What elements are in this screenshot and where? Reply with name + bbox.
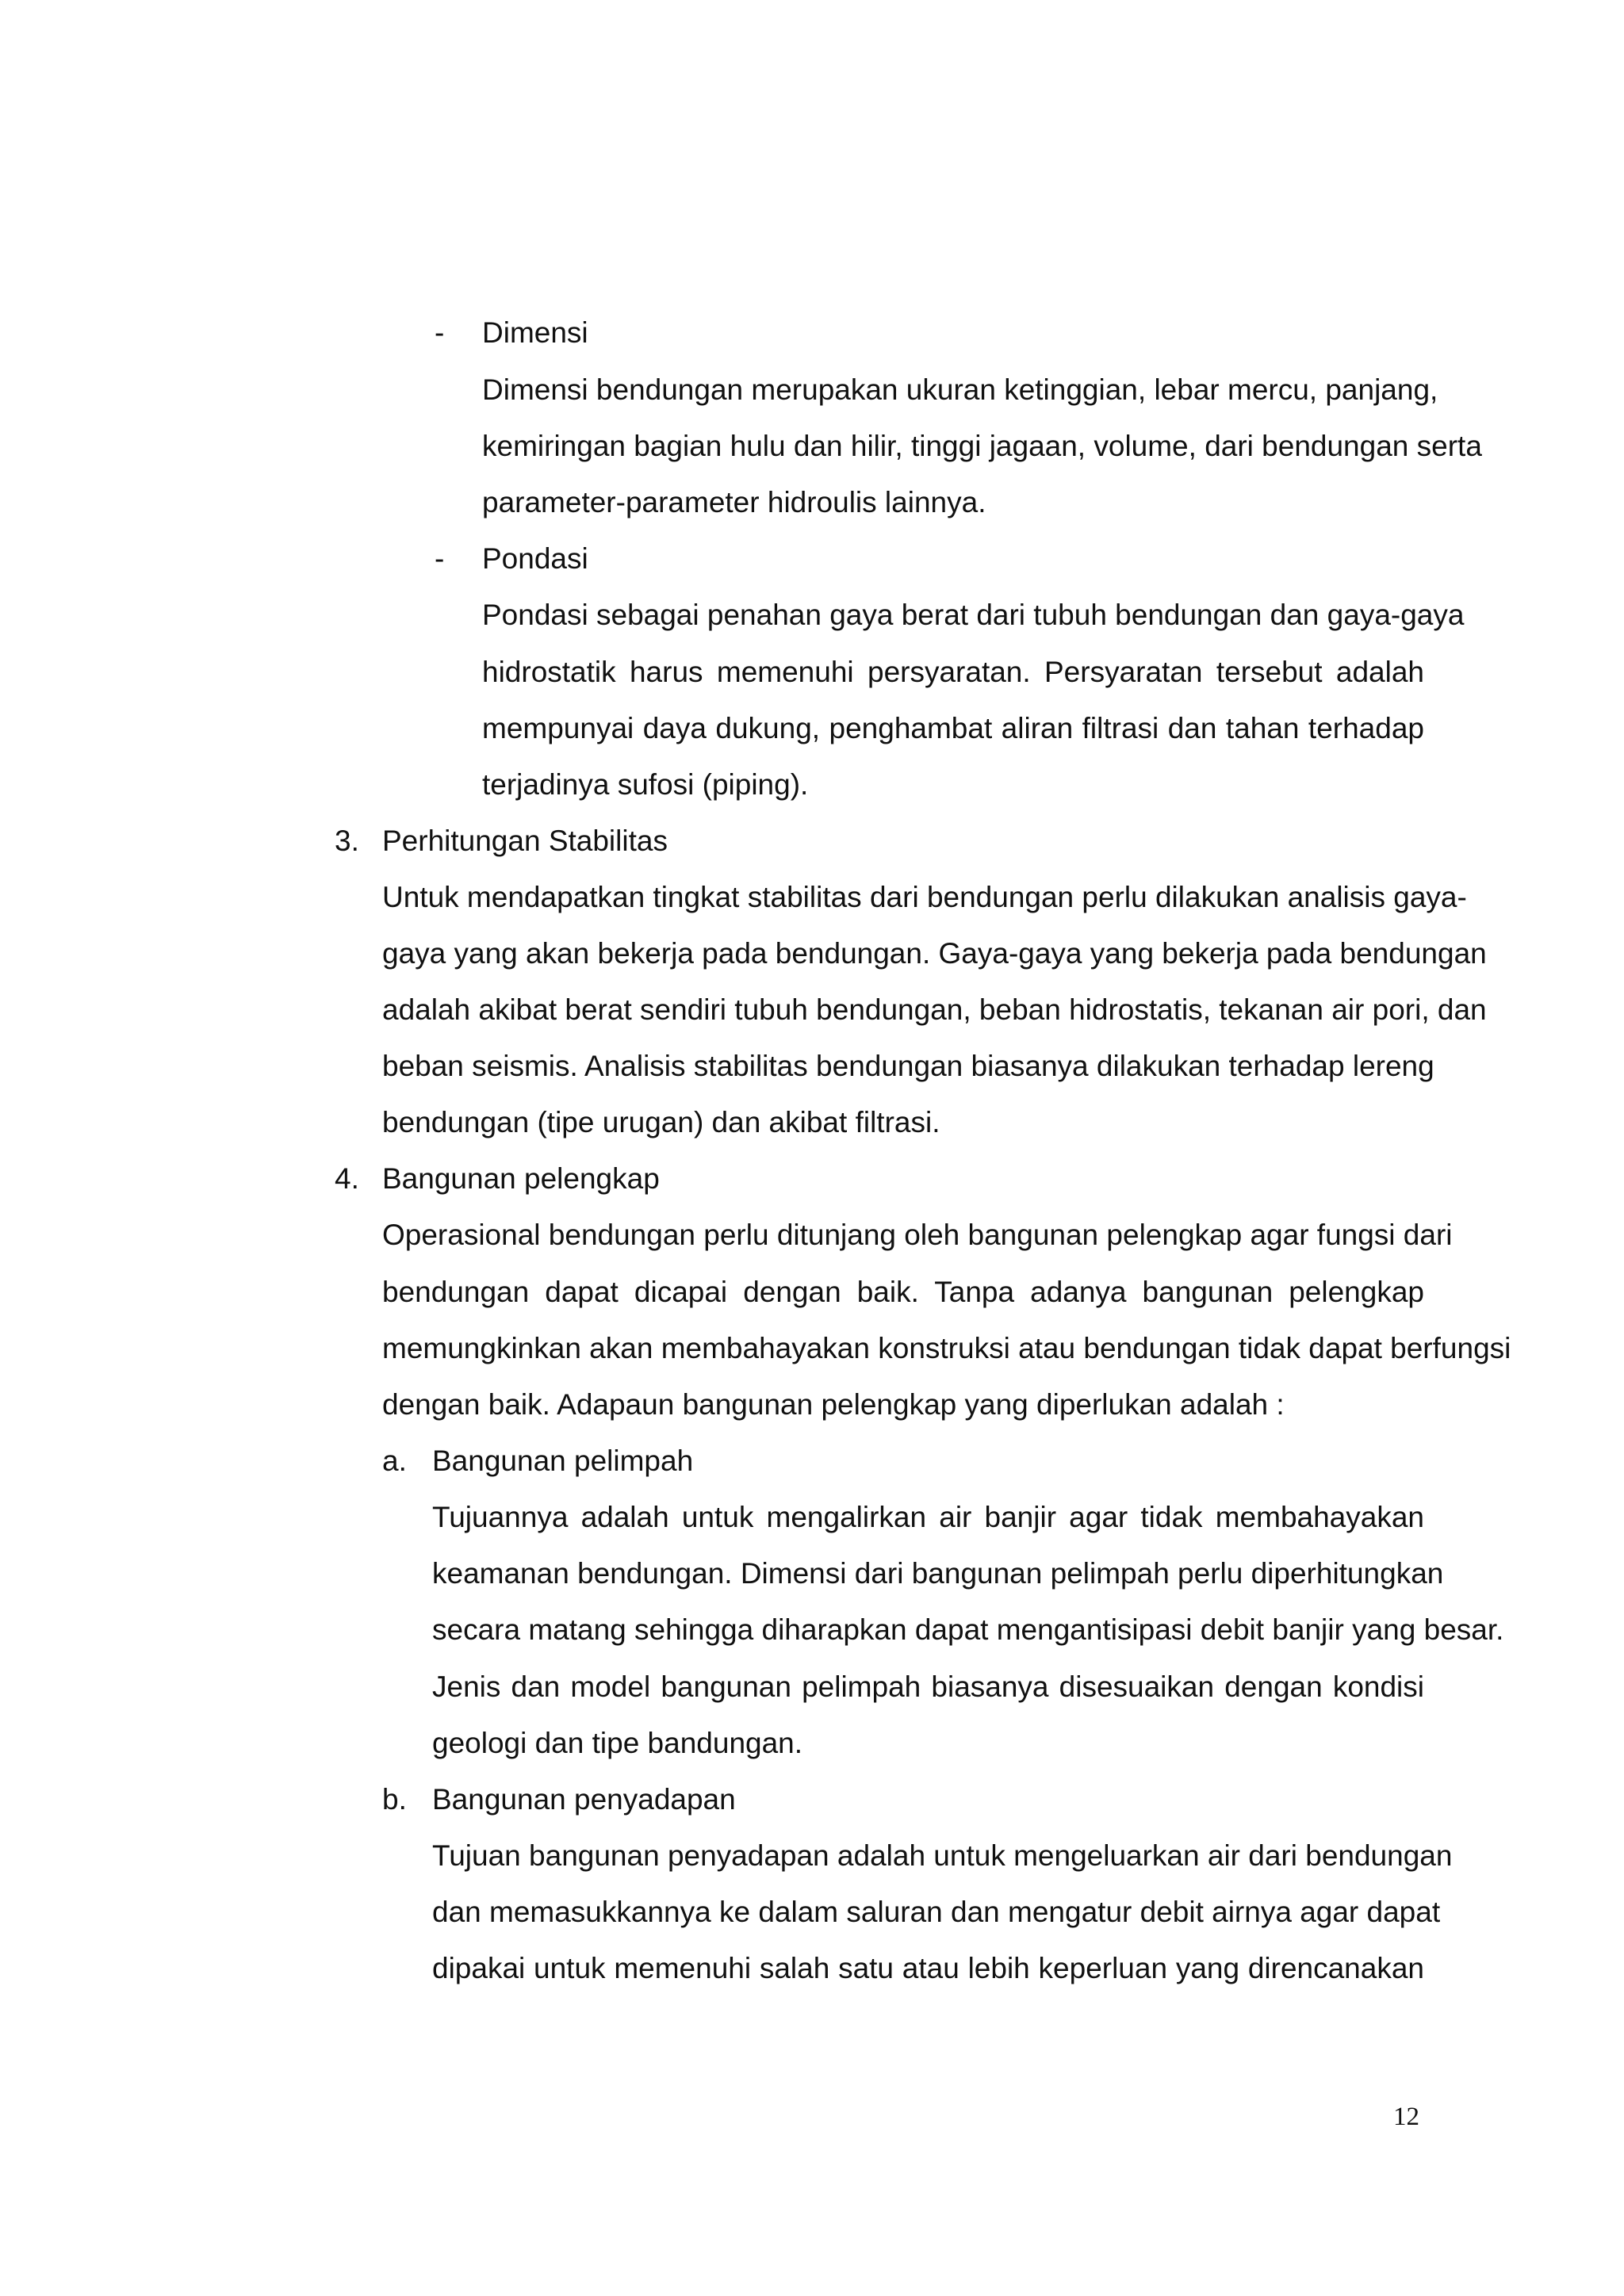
item-a-line-3: secara matang sehingga diharapkan dapat mengantisipasi debit banjir yang besar. [432,1613,1504,1646]
pondasi-line-2: hidrostatik harus memenuhi persyaratan. Persyaratan tersebut adalah [482,656,1424,688]
dimensi-line-2: kemiringan bagian hulu dan hilir, tinggi jagaan, volume, dari bendungan serta [482,430,1482,462]
item-b-line-1: Tujuan bangunan penyadapan adalah untuk mengeluarkan air dari bendungan [432,1839,1453,1872]
dimensi-heading: Dimensi [482,316,588,349]
pondasi-line-4: terjadinya sufosi (piping). [482,768,809,801]
section-4-heading: Bangunan pelengkap [382,1162,660,1195]
section-4-line-3: memungkinkan akan membahayakan konstruksi atau bendungan tidak dapat berfungsi [382,1332,1511,1364]
page-number: 12 [1393,2103,1419,2131]
pondasi-dash: - [435,542,445,575]
section-3-line-4: beban seismis. Analisis stabilitas bendungan biasanya dilakukan terhadap lereng [382,1050,1434,1082]
dimensi-line-3: parameter-parameter hidroulis lainnya. [482,486,986,519]
section-4-line-2: bendungan dapat dicapai dengan baik. Tanpa adanya bangunan pelengkap [382,1276,1424,1308]
item-a-line-1: Tujuannya adalah untuk mengalirkan air banjir agar tidak membahayakan [432,1501,1424,1533]
item-a-heading: Bangunan pelimpah [432,1445,694,1477]
pondasi-line-3: mempunyai daya dukung, penghambat aliran filtrasi dan tahan terhadap [482,712,1424,744]
section-4-line-1: Operasional bendungan perlu ditunjang oleh bangunan pelengkap agar fungsi dari [382,1219,1453,1251]
section-4-number: 4. [335,1162,359,1195]
item-b-line-2: dan memasukkannya ke dalam saluran dan mengatur debit airnya agar dapat [432,1896,1441,1928]
section-3-line-2: gaya yang akan bekerja pada bendungan. Gaya-gaya yang bekerja pada bendungan [382,937,1487,970]
dimensi-line-1: Dimensi bendungan merupakan ukuran ketinggian, lebar mercu, panjang, [482,373,1438,406]
dimensi-dash: - [435,316,445,349]
section-3-number: 3. [335,825,359,857]
section-4-line-4: dengan baik. Adapaun bangunan pelengkap yang diperlukan adalah : [382,1388,1285,1421]
item-a-line-5: geologi dan tipe bandungan. [432,1727,803,1759]
item-b-line-3: dipakai untuk memenuhi salah satu atau lebih keperluan yang direncanakan [432,1952,1424,1984]
item-a-line-2: keamanan bendungan. Dimensi dari bangunan pelimpah perlu diperhitungkan [432,1557,1444,1590]
item-b-heading: Bangunan penyadapan [432,1783,736,1816]
section-3-line-5: bendungan (tipe urugan) dan akibat filtrasi. [382,1106,940,1138]
section-3-line-3: adalah akibat berat sendiri tubuh bendungan, beban hidrostatis, tekanan air pori, dan [382,993,1487,1026]
section-3-heading: Perhitungan Stabilitas [382,825,668,857]
item-a-line-4: Jenis dan model bangunan pelimpah biasanya disesuaikan dengan kondisi [432,1670,1424,1703]
item-b-letter: b. [382,1783,407,1816]
item-a-letter: a. [382,1445,407,1477]
pondasi-heading: Pondasi [482,542,588,575]
section-3-line-1: Untuk mendapatkan tingkat stabilitas dari bendungan perlu dilakukan analisis gaya- [382,881,1467,913]
pondasi-line-1: Pondasi sebagai penahan gaya berat dari tubuh bendungan dan gaya-gaya [482,599,1465,631]
